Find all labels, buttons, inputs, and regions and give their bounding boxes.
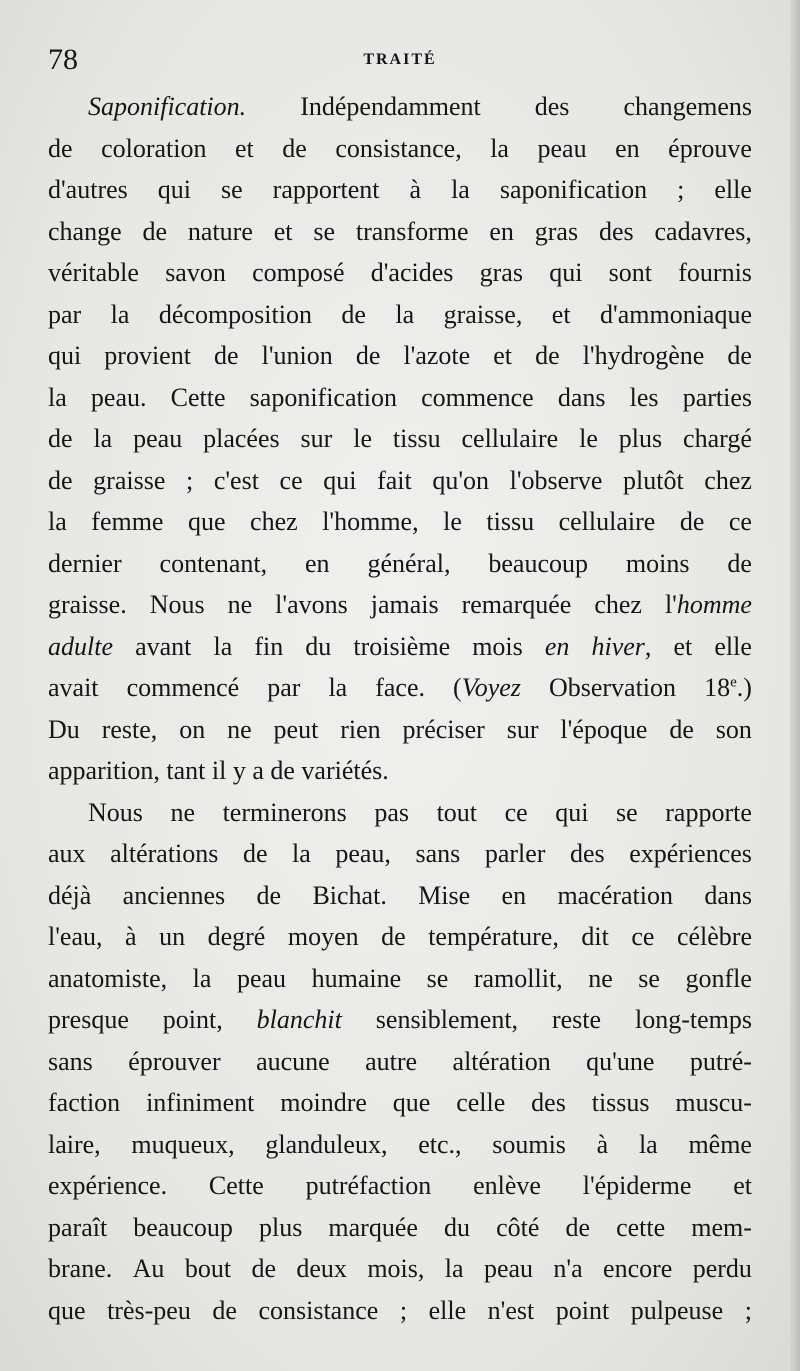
page-gutter-shadow: [790, 0, 800, 1371]
text-line: Du reste, on ne peut rien préciser sur l'époque de son: [48, 714, 752, 744]
text-line: Saponification. Indépendamment des changemens: [88, 92, 752, 121]
text-line: expérience. Cette putréfaction enlève l'épiderme et: [48, 1171, 752, 1200]
text-line: graisse. Nous ne l'avons jamais remarquée chez l'homme: [48, 590, 752, 619]
text-line: apparition, tant il y a de variétés.: [48, 756, 389, 785]
text-line: aux altérations de la peau, sans parler des expériences: [48, 839, 752, 868]
text-line: Nous ne terminerons pas tout ce qui se rapporte: [88, 797, 752, 827]
section-lead-italic: Saponification.: [88, 92, 247, 121]
text-line: avait commencé par la face. (Voyez Observation 18e.): [48, 673, 752, 702]
page-number: 78: [48, 43, 78, 76]
text-line: brane. Au bout de deux mois, la peau n'a encore perdu: [48, 1254, 752, 1283]
text-line: qui provient de l'union de l'azote et de l'hydrogène de: [48, 341, 752, 370]
paragraph-bichat: [48, 792, 752, 1332]
text-line: d'autres qui se rapportent à la saponification ; elle: [48, 175, 752, 204]
text-line: laire, muqueux, glanduleux, etc., soumis à la même: [48, 1129, 752, 1159]
text-line: faction infiniment moindre que celle des tissus muscu-: [48, 1088, 752, 1117]
text-line: déjà anciennes de Bichat. Mise en macération dans: [48, 880, 752, 910]
text-line: sans éprouver aucune autre altération qu'une putré-: [48, 1046, 752, 1076]
text-line: véritable savon composé d'acides gras qui sont fournis: [48, 258, 752, 287]
page-header: [48, 40, 752, 84]
running-head: TRAITÉ: [363, 51, 437, 68]
text-line: que très-peu de consistance ; elle n'est point pulpeuse ;: [48, 1295, 752, 1325]
text-line: presque point, blanchit sensiblement, reste long-temps: [48, 1005, 752, 1034]
text-line: adulte avant la fin du troisième mois en hiver, et elle: [48, 631, 752, 661]
text-line: change de nature et se transforme en gras des cadavres,: [48, 216, 752, 246]
text-line: de la peau placées sur le tissu cellulaire le plus chargé: [48, 424, 752, 453]
text-line: paraît beaucoup plus marquée du côté de cette mem-: [48, 1212, 752, 1242]
text-line: la peau. Cette saponification commence dans les parties: [48, 382, 752, 412]
text-line: par la décomposition de la graisse, et d'ammoniaque: [48, 299, 752, 329]
text-line: de coloration et de consistance, la peau en éprouve: [48, 133, 752, 163]
text-line: l'eau, à un degré moyen de température, dit ce célèbre: [48, 922, 752, 951]
text-line: anatomiste, la peau humaine se ramollit, ne se gonfle: [48, 963, 752, 993]
text-line: dernier contenant, en général, beaucoup moins de: [48, 548, 752, 578]
paragraph-saponification: [48, 86, 752, 792]
text-line: de graisse ; c'est ce qui fait qu'on l'observe plutôt chez: [48, 465, 752, 495]
text-line: la femme que chez l'homme, le tissu cellulaire de ce: [48, 507, 752, 536]
body-text: [48, 86, 752, 1331]
